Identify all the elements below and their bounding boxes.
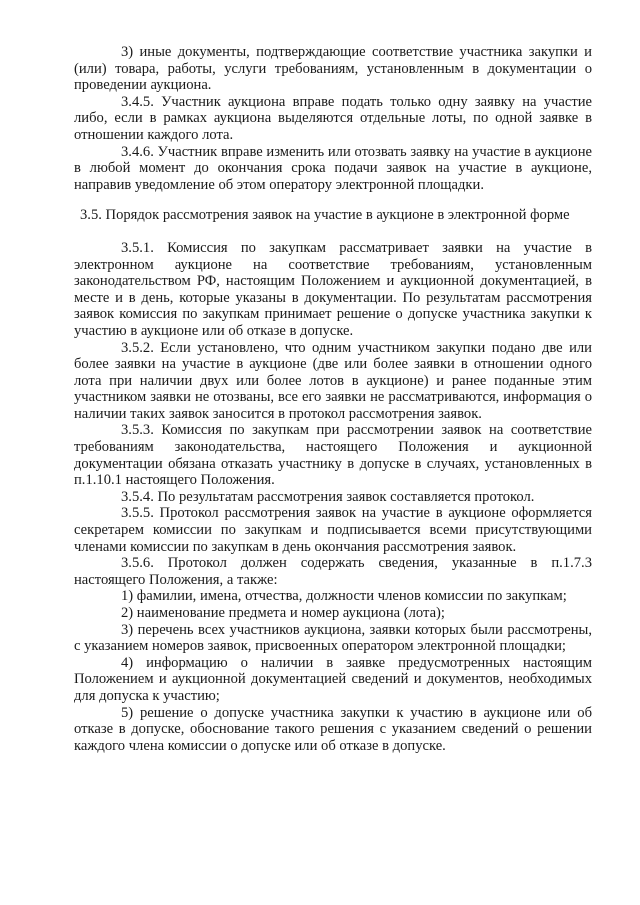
paragraph: 3.5.1. Комиссия по закупкам рассматривает заявки на участие в электронном аукционе на соответствие требованиям, установленным законодательством РФ, настоящим Положением и аукционной документацией, в месте и в день, которые указаны в документации. По результатам рассмотрения заявок комиссия по закупкам принимает решение о допуске участника закупки к участию в аукционе или об отказе в допуске. bbox=[74, 239, 592, 339]
list-item: 5) решение о допуске участника закупки к участию в аукционе или об отказе в допуске, обоснование такого решения с указанием сведений о решении каждого члена комиссии о допуске или об отказе в допуске. bbox=[74, 704, 592, 754]
list-item: 2) наименование предмета и номер аукциона (лота); bbox=[121, 605, 445, 621]
paragraph: 3) иные документы, подтверждающие соответствие участника закупки и (или) товара, работы, услуги требованиям, установленным в документации о проведении аукциона. bbox=[74, 44, 592, 94]
list-item: 4) информацию о наличии в заявке предусмотренных настоящим Положением и аукционной документацией сведений и документов, необходимых для допуска к участию; bbox=[74, 654, 592, 704]
paragraph: 3.5.5. Протокол рассмотрения заявок на участие в аукционе оформляется секретарем комиссии по закупкам и подписывается всеми присутствующими членами комиссии по закупкам в день окончания рассмотрения заявок. bbox=[74, 505, 592, 555]
paragraph: 3.4.6. Участник вправе изменить или отозвать заявку на участие в аукционе в любой момент до окончания срока подачи заявок на участие в аукционе, направив уведомление об этом оператору электронной площадки. bbox=[74, 143, 592, 193]
paragraph: 3.5.3. Комиссия по закупкам при рассмотрении заявок на соответствие требованиям законодательства, настоящего Положения и аукционной документации обязана отказать участнику в допуске в случаях, установленных в п.1.10.1 настоящего Положения. bbox=[74, 422, 592, 489]
paragraph: 3.5.2. Если установлено, что одним участником закупки подано две или более заявки на участие в аукционе (две или более заявки в отношении одного лота при наличии двух или более лотов в аукционе) и ранее поданные этим участником заявки не отозваны, все его заявки не рассматриваются, информация о наличии таких заявок заносится в протокол рассмотрения заявок. bbox=[74, 339, 592, 422]
document-body bbox=[74, 44, 592, 754]
list-item: 3) перечень всех участников аукциона, заявки которых были рассмотрены, с указанием номеров заявок, присвоенных оператором электронной площадки; bbox=[74, 621, 592, 655]
paragraph: 3.5.6. Протокол должен содержать сведения, указанные в п.1.7.3 настоящего Положения, а также: bbox=[74, 555, 592, 588]
paragraph: 3.4.5. Участник аукциона вправе подать только одну заявку на участие либо, если в рамках аукциона выделяются отдельные лоты, по одной заявке в отношении каждого лота. bbox=[74, 93, 592, 143]
paragraph: 3.5.4. По результатам рассмотрения заявок составляется протокол. bbox=[121, 488, 535, 505]
section-heading: 3.5. Порядок рассмотрения заявок на участие в аукционе в электронной форме bbox=[80, 207, 570, 224]
list-item: 1) фамилии, имена, отчества, должности членов комиссии по закупкам; bbox=[121, 588, 567, 605]
